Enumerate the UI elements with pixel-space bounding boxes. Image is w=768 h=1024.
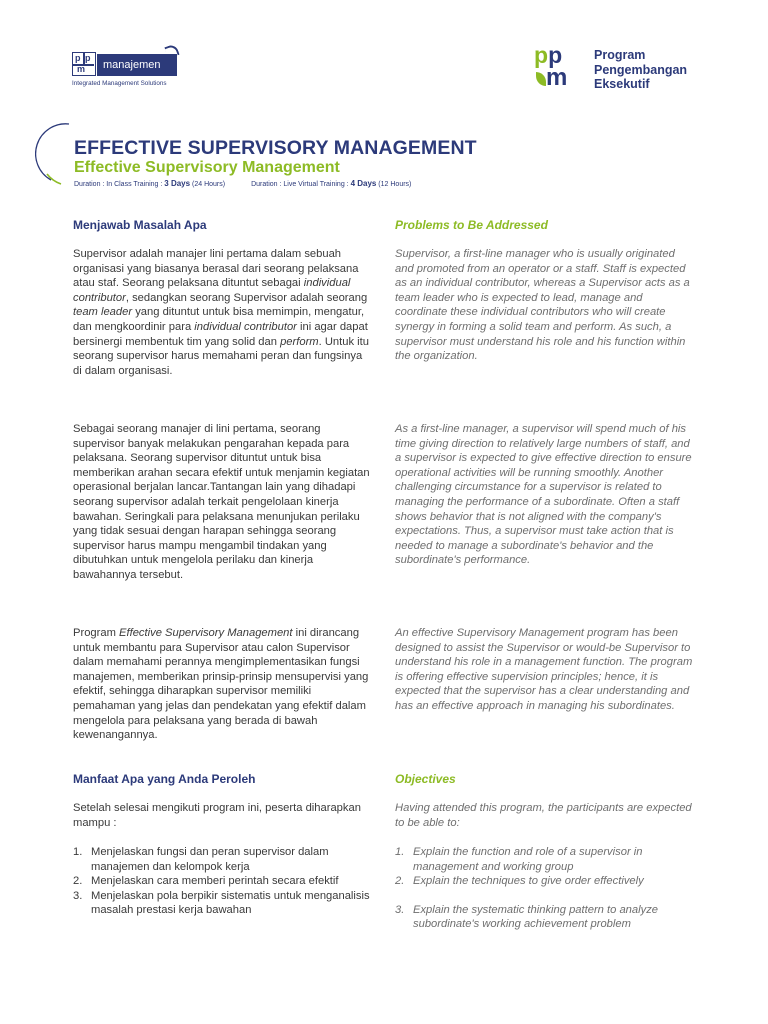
paragraph-objectives-intro-en: Having attended this program, the participants are expected to be able to: [395, 802, 692, 829]
ppm-program-logo: pp m Program Pengembangan Eksekutif [534, 42, 688, 91]
paragraph-program-en: An effective Supervisory Management program has been designed to assist the Supervisor or would-be Supervisor to understand his role in a management function. The program is offering effective supervision principles; hence, it is expected that the supervisor has a clear understanding and has an effective approach in managing his subordinates. [395, 627, 693, 712]
paragraph-challenges-id: Sebagai seorang manajer di lini pertama, seorang supervisor banyak melakukan pengarahan kepada para pelaksana. Seorang supervisor dituntut untuk bisa memberikan arahan secara efektif untuk menjamin kegiatan operasional berjalan lancar.Tantangan lain yang dihadapi seorang supervisor adalah terkait pengelolaan kinerja bawahan. Seringkali para pelaksana menunjukan perilaku yang tidak sesuai dengan harapan sehingga seorang supervisor harus mampu mengambil tindakan yang dibutuhkan untuk mengelola perilaku dan kinerja bawahannya tersebut. [73, 423, 370, 581]
list-item: 2. Menjelaskan cara memberi perintah secara efektif [73, 875, 339, 888]
ppm-mark-icon: p p m [72, 52, 96, 76]
list-item: 3. Explain the systematic thinking pattern to analyze subordinate's working achievement problem [395, 903, 659, 931]
list-item: 2. Explain the techniques to give order effectively [395, 875, 644, 888]
paragraph-program-id: Program Effective Supervisory Management ini dirancang untuk membantu para Supervisor atau calon Supervisor dalam memahami perannya mengimplementasikan fungsi manajemen, memberikan prinsip-prinsip mensupervisi yang efektif, sehingga diharapkan supervisor memiliki pemahaman yang jelas dan pendekatan yang efektif dalam mengelola para pelaksana yang berada di bawah kewenangannya. [73, 627, 369, 742]
paragraph-intro-id: Supervisor adalah manajer lini pertama dalam sebuah organisasi yang biasanya berasal dari seorang pelaksana atau staf. Seorang pelaksana dituntut sebagai individual contributor, sedangkan seorang Supervisor adalah seorang team leader yang dituntut untuk bisa memimpin, mengatur, dan mengkoordinir para individual contributor ini agar dapat bersinergi membentuk tim yang solid dan perform. Untuk itu seorang supervisor harus memahami peran dan fungsinya di dalam organisasi. [73, 248, 369, 377]
objectives-list-en [395, 845, 695, 932]
section-heading-problems-id: Menjawab Masalah Apa [73, 218, 207, 232]
paragraph-challenges-en: As a first-line manager, a supervisor will spend much of his time giving direction to relatively large numbers of staff, and a supervisor is expected to give effective direction to ensure operational activities will be running smoothly. Another challenging circumstance for a supervisor is related to managing the performance of a subordinate. Often a staff shows behavior that is not aligned with the company's expectations. Thus, a supervisor must take action that is needed to manage a subordinate's behavior and the subordinate's performance. [395, 423, 692, 567]
page-subtitle: Effective Supervisory Management [74, 159, 340, 176]
list-item: 1. Menjelaskan fungsi dan peran supervisor dalam manajemen dan kelompok kerja [73, 846, 329, 873]
duration-line: Duration : In Class Training : 3 Days (24 Hours) Duration : Live Virtual Training : 4 Days (12 Hours) [74, 179, 412, 188]
leaf-icon [536, 72, 546, 86]
paragraph-objectives-intro-id: Setelah selesai mengikuti program ini, peserta diharapkan mampu : [73, 802, 361, 829]
objectives-list-id [73, 845, 373, 918]
program-name: Program Pengembangan Eksekutif [594, 48, 688, 91]
ppm-logo-mark-icon: pp [534, 42, 563, 68]
section-heading-objectives-en: Objectives [395, 772, 456, 786]
list-item: 1. Explain the function and role of a supervisor in management and working group [395, 846, 643, 873]
logo-tagline: Integrated Management Solutions [72, 80, 167, 87]
manajemen-wordmark: manajemen [97, 54, 177, 76]
section-heading-problems-en: Problems to Be Addressed [395, 218, 548, 232]
page-title: EFFECTIVE SUPERVISORY MANAGEMENT [74, 137, 477, 159]
paragraph-intro-en: Supervisor, a first-line manager who is usually originated and promoted from an operator or a staff. Staff is expected as an individual contributor, whereas a Supervisor acts as a team leader who is expected to lead, manage and coordinate these individual contributors who will create synergy in forming a solid team and perform. As such, a supervisor must understand his role and his function within the organization. [395, 248, 690, 363]
ppm-manajemen-logo [72, 52, 182, 90]
list-item: 3. Menjelaskan pola berpikir sistematis untuk menganalisis masalah prestasi kerja bawahan [73, 889, 370, 917]
section-heading-benefits-id: Manfaat Apa yang Anda Peroleh [73, 772, 256, 786]
